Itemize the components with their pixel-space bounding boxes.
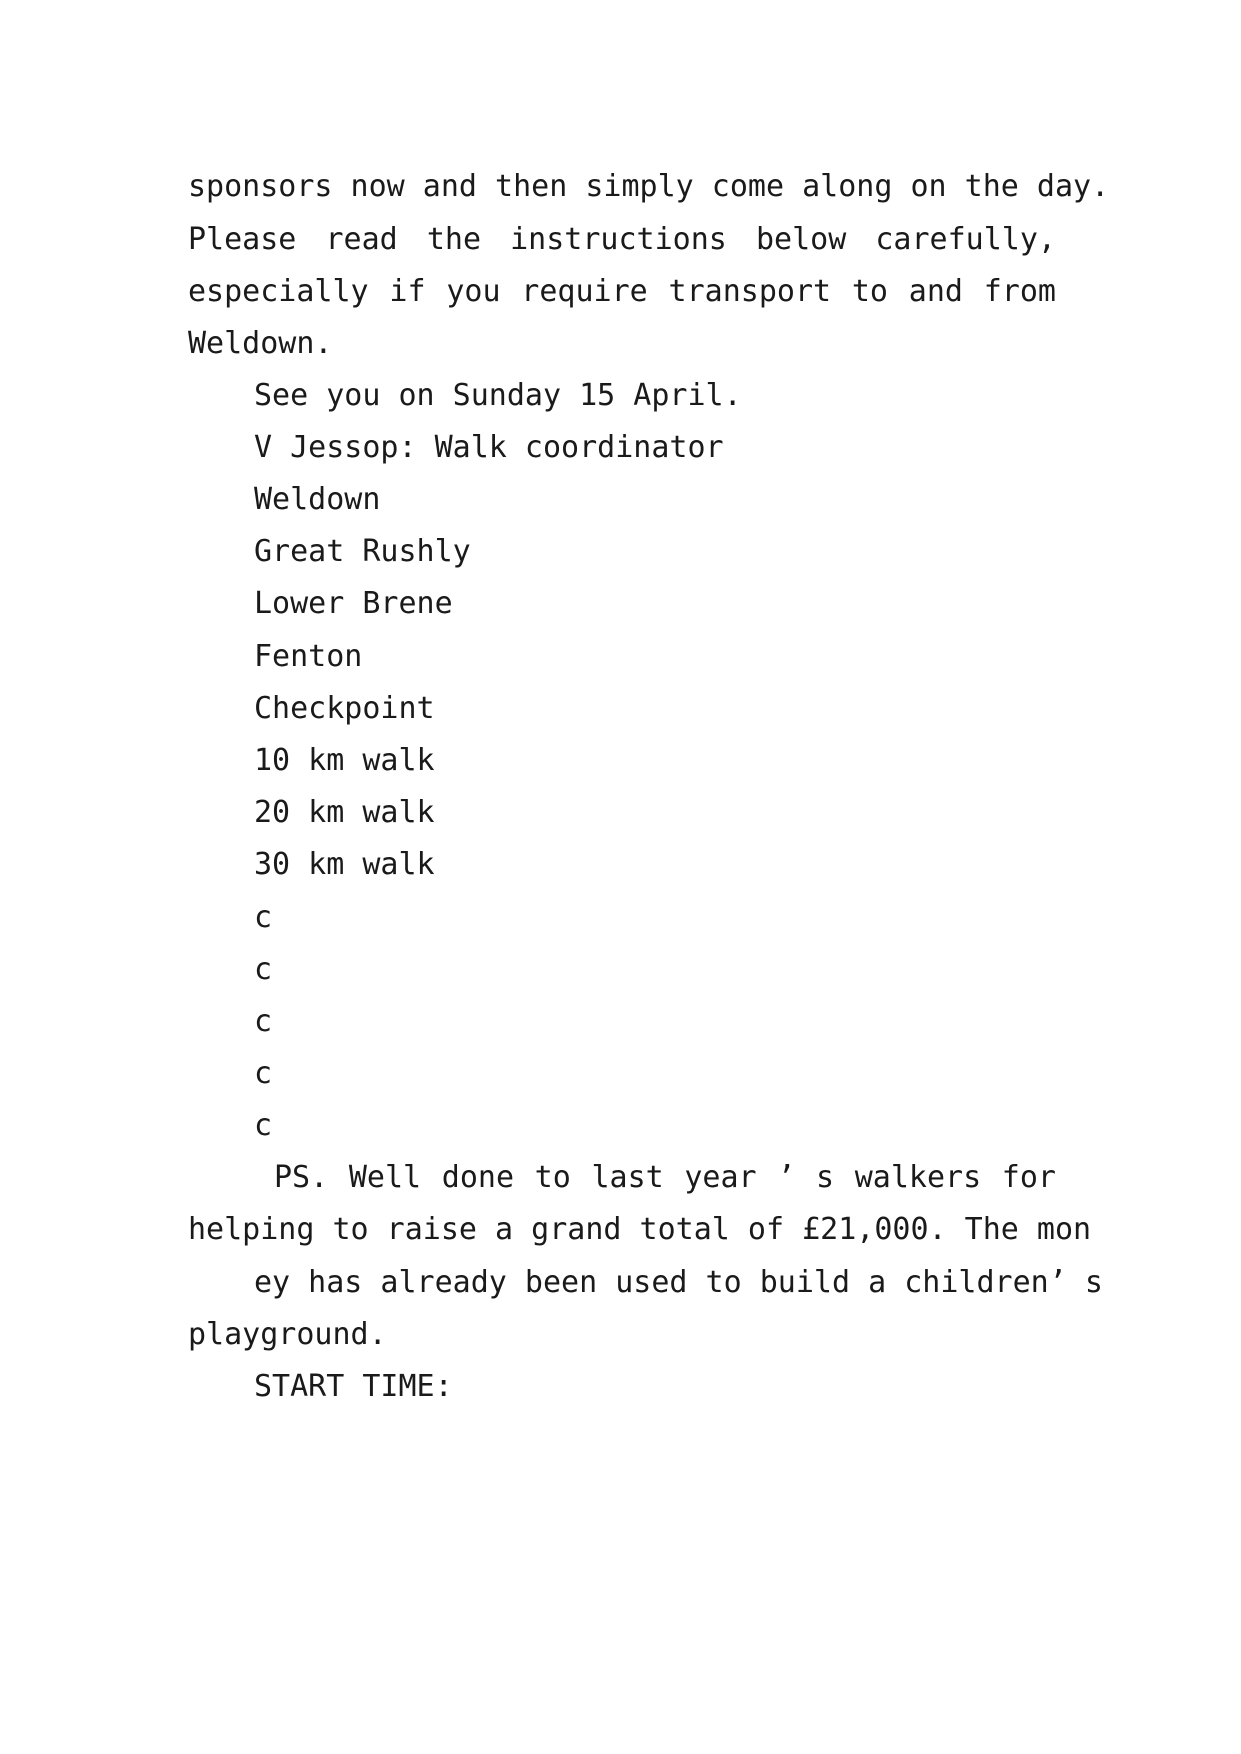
mark: c [254, 952, 273, 987]
paragraph-line: especially if you require transport to and from [188, 274, 1056, 309]
place-name: Great Rushly [254, 534, 471, 569]
mark: c [254, 1004, 273, 1039]
place-name: Fenton [254, 639, 363, 674]
postscript-line: playground. [188, 1317, 387, 1352]
walk-label: 20 km walk [254, 795, 435, 830]
postscript-line: ey has already been used to build a children’ s [254, 1265, 1103, 1300]
place-name: Weldown [254, 482, 381, 517]
checkpoint-label: Checkpoint [254, 691, 435, 726]
postscript-line: helping to raise a grand total of £21,000. The mon [188, 1212, 1092, 1247]
mark: c [254, 900, 273, 935]
place-name: Lower Brene [254, 586, 453, 621]
mark: c [254, 1056, 273, 1091]
postscript-line: PS. Well done to last year ’ s walkers for [274, 1160, 1056, 1195]
paragraph-line: Please read the instructions below carefully, [188, 222, 1056, 257]
closing-line: See you on Sunday 15 April. [254, 378, 742, 413]
walk-label: 10 km walk [254, 743, 435, 778]
paragraph-line: sponsors now and then simply come along on the day. [188, 169, 1110, 204]
paragraph-line: Weldown. [188, 326, 333, 361]
start-time-label: START TIME: [254, 1369, 453, 1404]
walk-label: 30 km walk [254, 847, 435, 882]
mark: c [254, 1108, 273, 1143]
signature-line: V Jessop: Walk coordinator [254, 430, 724, 465]
